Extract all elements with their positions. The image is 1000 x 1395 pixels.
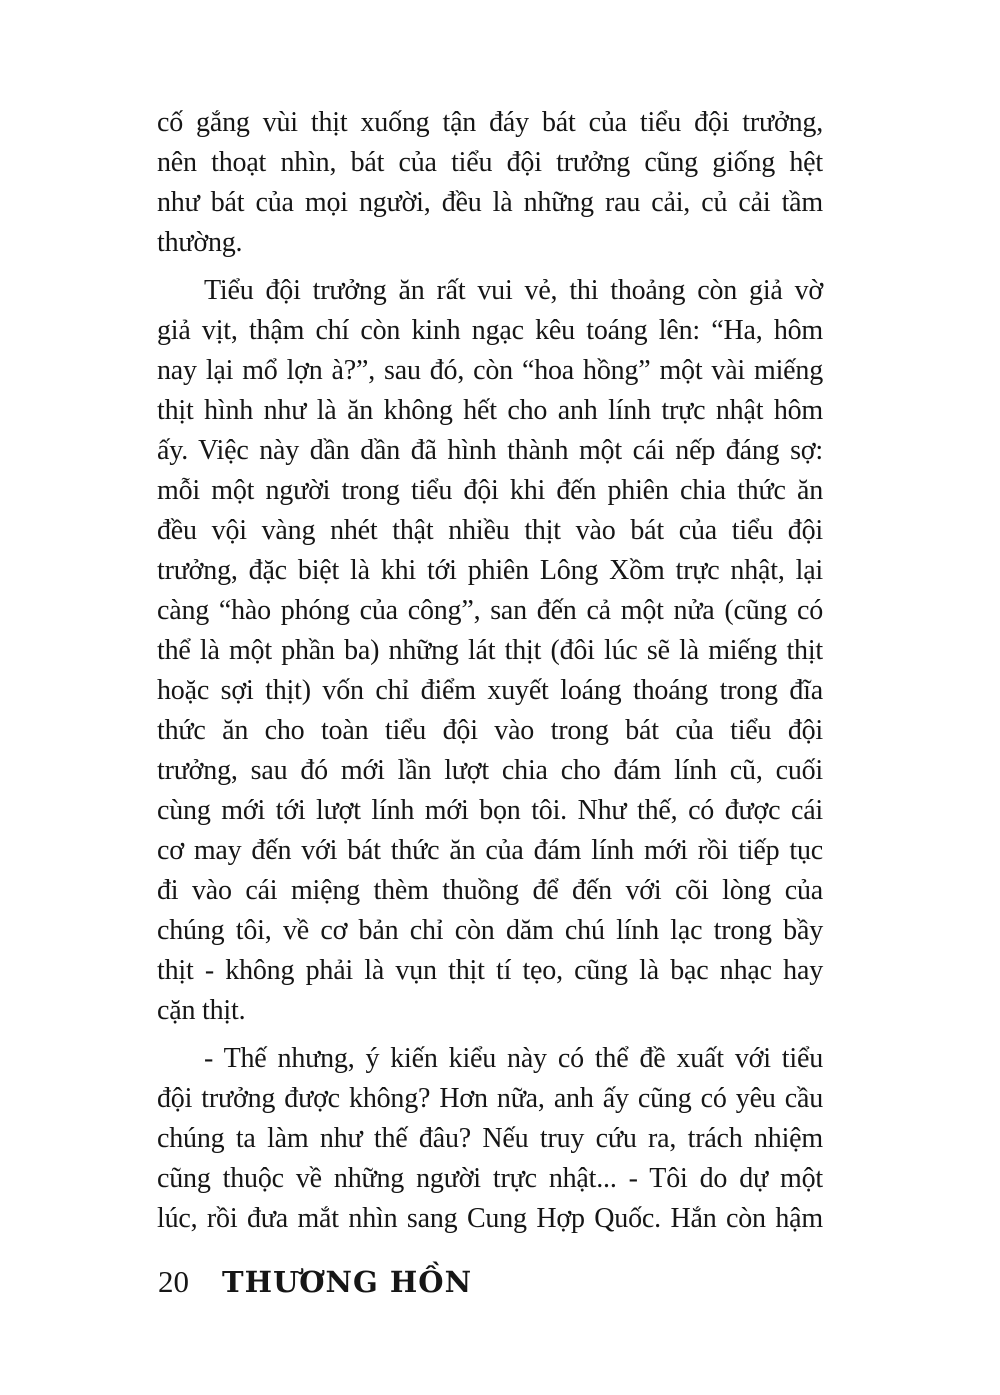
text-line: chúng ta làm như thế đâu? Nếu truy cứu ra, trách nhiệm	[157, 1123, 823, 1154]
text-line: thịt - không phải là vụn thịt tí tẹo, cũng là bạc nhạc hay	[157, 955, 823, 986]
page-footer	[158, 1264, 472, 1300]
text-line: cũng thuộc về những người trực nhật... - Tôi do dự một	[157, 1163, 823, 1194]
text-line: cơ may đến với bát thức ăn của đám lính mới rồi tiếp tục	[157, 835, 823, 866]
page-number: 20	[158, 1264, 189, 1299]
text-line: đều vội vàng nhét thật nhiều thịt vào bát của tiểu đội	[157, 515, 823, 546]
text-line: Tiểu đội trưởng ăn rất vui vẻ, thi thoảng còn giả vờ	[204, 275, 823, 306]
text-line: ấy. Việc này dần dần đã hình thành một cái nếp đáng sợ:	[157, 435, 823, 466]
text-line: thịt hình như là ăn không hết cho anh lính trực nhật hôm	[157, 395, 823, 426]
paragraph	[157, 271, 823, 1031]
text-line: như bát của mọi người, đều là những rau cải, củ cải tầm	[157, 187, 823, 218]
paragraph	[157, 103, 823, 263]
text-line: trưởng, đặc biệt là khi tới phiên Lông Xồm trực nhật, lại	[157, 555, 823, 586]
text-line: đi vào cái miệng thèm thuồng để đến với cõi lòng của	[157, 875, 823, 906]
text-line: nên thoạt nhìn, bát của tiểu đội trưởng cũng giống hệt	[157, 147, 823, 178]
text-line: càng “hào phóng của công”, san đến cả một nửa (cũng có	[157, 595, 823, 626]
text-line: cố gắng vùi thịt xuống tận đáy bát của tiểu đội trưởng,	[157, 107, 823, 138]
body-text	[157, 103, 823, 1239]
text-line: cùng mới tới lượt lính mới bọn tôi. Như thế, có được cái	[157, 795, 823, 826]
text-line: trưởng, sau đó mới lần lượt chia cho đám lính cũ, cuối	[157, 755, 823, 786]
text-line: hoặc sợi thịt) vốn chỉ điểm xuyết loáng thoáng trong đĩa	[157, 675, 823, 706]
text-line: lúc, rồi đưa mắt nhìn sang Cung Hợp Quốc. Hắn còn hậm	[157, 1203, 823, 1234]
text-line: đội trưởng được không? Hơn nữa, anh ấy cũng có yêu cầu	[157, 1083, 823, 1114]
text-line: - Thế nhưng, ý kiến kiểu này có thể đề xuất với tiểu	[204, 1043, 823, 1074]
text-line: thể là một phần ba) những lát thịt (đôi lúc sẽ là miếng thịt	[157, 635, 823, 666]
paragraph	[157, 1039, 823, 1239]
text-line: chúng tôi, về cơ bản chỉ còn dăm chú lính lạc trong bầy	[157, 915, 823, 946]
text-line: giả vịt, thậm chí còn kinh ngạc kêu toáng lên: “Ha, hôm	[157, 315, 823, 346]
text-line: thường.	[157, 227, 243, 258]
text-line: mỗi một người trong tiểu đội khi đến phiên chia thức ăn	[157, 475, 823, 506]
running-title: THƯƠNG HỒN	[222, 1265, 473, 1299]
text-line: cặn thịt.	[157, 995, 246, 1026]
text-line: nay lại mổ lợn à?”, sau đó, còn “hoa hồng” một vài miếng	[157, 355, 823, 386]
text-line: thức ăn cho toàn tiểu đội vào trong bát của tiểu đội	[157, 715, 823, 746]
